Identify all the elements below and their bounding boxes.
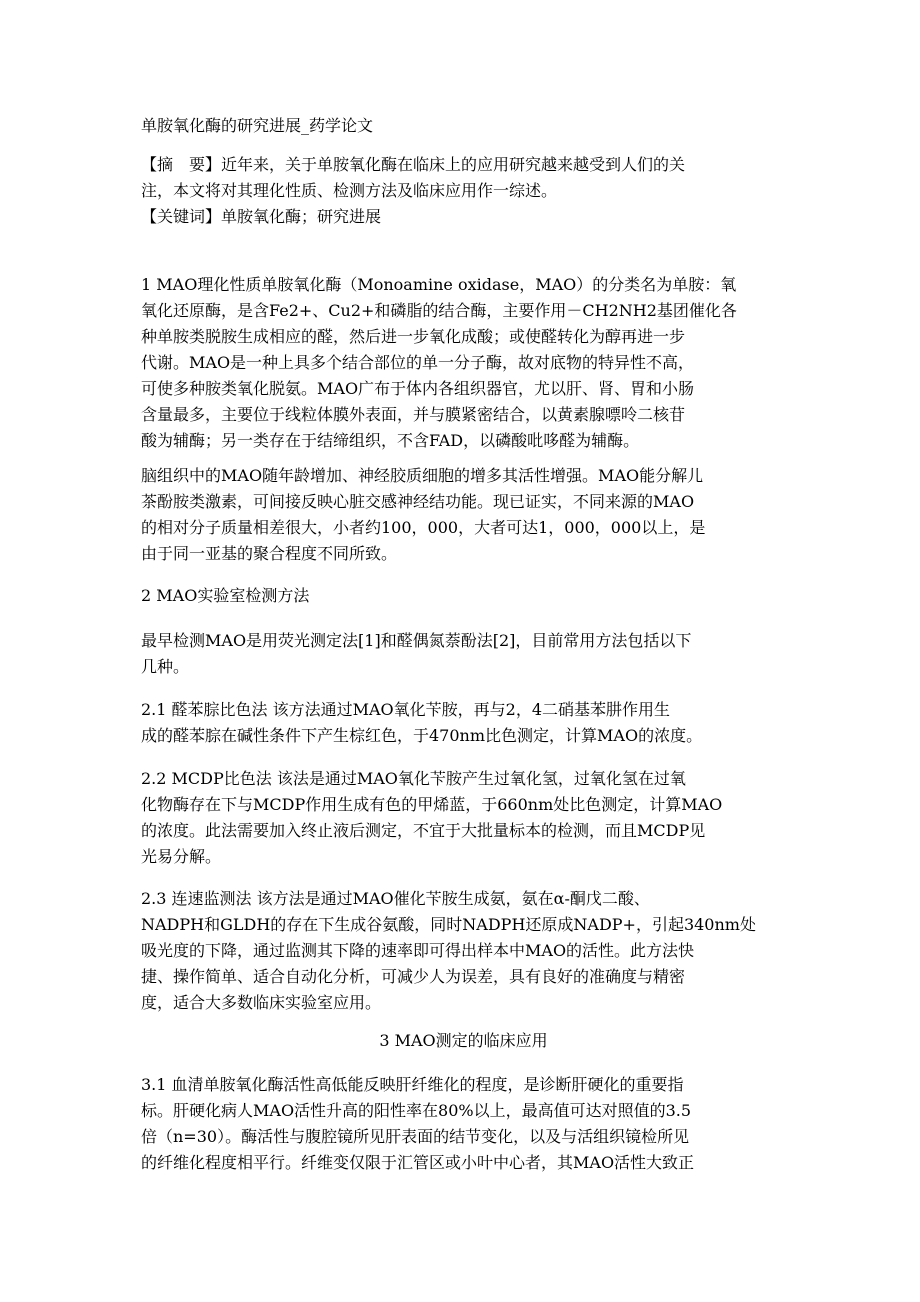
document-title: 单胺氧化酶的研究进展_药学论文 — [141, 116, 374, 135]
section2-3-paragraph: 2.3 连速监测法 该方法是通过MAO催化苄胺生成氨，氨在α-酮戊二酸、 NADPH和GLDH的存在下生成谷氨酸，同时NADPH还原成NADP+，引起340nm处 吸光度的下降，通过监测其下降的速率即可得出样本中MAO的活性。此方法快 捷、操作简单、适合自动化分析，可减少人为误差，具有良好的准确度与精密 度，适合大多数临床实验室应用。 — [141, 889, 756, 1012]
section1-paragraph-1: 1 MAO理化性质单胺氧化酶（Monoamine oxidase，MAO）的分类名为单胺：氧 氧化还原酶，是含Fe2+、Cu2+和磷脂的结合酶，主要作用－CH2NH2基团催化各 种单胺类脱胺生成相应的醛，然后进一步氧化成酸；或使醛转化为醇再进一步 代谢。MAO是一种上具多个结合部位的单一分子酶，故对底物的特异性不高， 可使多种胺类氧化脱氨。MAO广布于体内各组织器官，尤以肝、肾、胃和小肠 含量最多，主要位于线粒体膜外表面，并与膜紧密结合，以黄素腺嘌呤二核苷 酸为辅酶；另一类存在于结缔组织，不含FAD，以磷酸吡哆醛为辅酶。 — [141, 275, 737, 450]
abstract: 【摘 要】近年来，关于单胺氧化酶在临床上的应用研究越来越受到人们的关 注，本文将对其理化性质、检测方法及临床应用作一综述。 — [141, 155, 686, 200]
section3-heading: 3 MAO测定的临床应用 — [379, 1031, 548, 1050]
section2-1-paragraph: 2.1 醛苯腙比色法 该方法通过MAO氧化苄胺，再与2，4二硝基苯肼作用生 成的醛苯腙在碱性条件下产生棕红色，于470nm比色测定，计算MAO的浓度。 — [141, 700, 703, 745]
keywords: 【关键词】单胺氧化酶；研究进展 — [141, 207, 382, 226]
section2-2-paragraph: 2.2 MCDP比色法 该法是通过MAO氧化苄胺产生过氧化氢，过氧化氢在过氧 化物酶存在下与MCDP作用生成有色的甲烯蓝，于660nm处比色测定，计算MAO 的浓度。此法需要加入终止液后测定，不宜于大批量标本的检测，而且MCDP见 光易分解。 — [141, 769, 723, 866]
section2-heading: 2 MAO实验室检测方法 — [141, 586, 310, 605]
section1-paragraph-2: 脑组织中的MAO随年龄增加、神经胶质细胞的增多其活性增强。MAO能分解儿 茶酚胺类激素，可间接反映心脏交感神经结功能。现已证实，不同来源的MAO 的相对分子质量相差很大，小者约100，000，大者可达1，000，000以上，是 由于同一亚基的聚合程度不同所致。 — [141, 466, 706, 563]
section3-1-paragraph: 3.1 血清单胺氧化酶活性高低能反映肝纤维化的程度，是诊断肝硬化的重要指 标。肝硬化病人MAO活性升高的阳性率在80%以上，最高值可达对照值的3.5 倍（n=30）。酶活性与腹腔镜所见肝表面的结节变化，以及与活组织镜检所见 的纤维化程度相平行。纤维变仅限于汇管区或小叶中心者，其MAO活性大致正 — [141, 1075, 695, 1172]
section2-intro: 最早检测MAO是用荧光测定法[1]和醛偶氮萘酚法[2]，目前常用方法包括以下 几种。 — [141, 631, 692, 676]
